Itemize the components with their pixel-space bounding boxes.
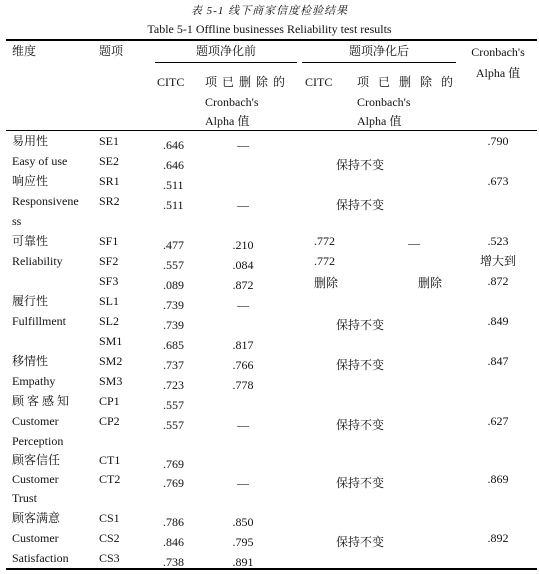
cell-alpha: .627	[487, 414, 509, 428]
cell-dim: Empathy	[12, 374, 56, 388]
cell-item: SF1	[99, 234, 119, 248]
cell-dim: 顾客满意	[12, 511, 61, 525]
table-caption-en: Table 5-1 Offline businesses Reliability test results	[147, 22, 392, 36]
cell-dim: Customer	[12, 472, 59, 486]
cell-del: —	[237, 476, 249, 490]
cell-del: .778	[232, 378, 254, 392]
cell-dim: 可靠性	[12, 234, 49, 248]
table-caption-zh: 表 5-1 线下商家信度检验结果	[190, 5, 349, 17]
cell-alpha: .790	[487, 134, 509, 148]
header-alpha-line1: Cronbach's	[471, 45, 525, 59]
cell-dim: Easy of use	[12, 154, 68, 168]
cell-del: .766	[232, 358, 254, 372]
subheader-rule-after	[302, 62, 456, 63]
cell-item: SM2	[99, 354, 123, 368]
cell-item: CS1	[99, 511, 120, 525]
cell-dim: 履行性	[12, 294, 49, 308]
cell-citc: .511	[163, 178, 184, 192]
cell-del: .872	[232, 278, 254, 292]
cell-citc: .739	[163, 318, 184, 332]
header-item: 题项	[99, 44, 124, 58]
cell-item: SE2	[99, 154, 120, 168]
cell-citc: .477	[163, 238, 184, 252]
cell-dim: ss	[12, 214, 22, 228]
cell-dim: 顾客信任	[12, 453, 61, 467]
cell-dim: Fulfillment	[12, 314, 66, 328]
header-citc-before: CITC	[157, 75, 185, 89]
cell-del: —	[237, 298, 249, 312]
cell-item: SF2	[99, 254, 119, 268]
cell-del: .210	[232, 238, 254, 252]
cell-del: —	[237, 418, 249, 432]
header-deleted-before-line3: Alpha 值	[205, 114, 250, 128]
cell-citc: .511	[163, 198, 184, 212]
cell-item: SL1	[99, 294, 120, 308]
header-alpha-line2: Alpha 值	[475, 66, 521, 80]
header-after: 题项净化后	[348, 44, 409, 58]
cell-dim: 响应性	[12, 174, 49, 188]
subheader-rule-before	[155, 62, 297, 63]
cell-alpha: .847	[487, 354, 509, 368]
cell-alpha: .523	[487, 234, 509, 248]
cell-dim: Perception	[12, 434, 64, 448]
cell-alpha: .849	[487, 314, 509, 328]
cell-del: .084	[232, 258, 254, 272]
cell-del: .817	[232, 338, 254, 352]
header-deleted-after-line1: 项已删除的	[357, 75, 463, 89]
cell-del2: —	[408, 236, 420, 250]
cell-alpha: .892	[487, 531, 509, 545]
cell-citc: .557	[163, 398, 184, 412]
cell-dim: 顾 客 感 知	[12, 394, 70, 408]
cell-item: CT2	[99, 472, 121, 486]
cell-del: .850	[232, 515, 254, 529]
cell-citc: .739	[163, 298, 184, 312]
header-dimension: 维度	[12, 44, 37, 58]
cell-item: CT1	[99, 453, 121, 467]
cell-dim: Customer	[12, 414, 59, 428]
cell-citc: .846	[163, 535, 184, 549]
header-deleted-after-line2: Cronbach's	[357, 95, 411, 109]
cell-dim: Responsivene	[12, 194, 79, 208]
cell-dim: 易用性	[12, 134, 49, 148]
cell-item: SM3	[99, 374, 123, 388]
cell-alpha: .872	[487, 274, 509, 288]
cell-citc: .089	[163, 278, 184, 292]
cell-del: .891	[232, 555, 254, 569]
cell-alpha: 增大到	[479, 254, 516, 268]
cell-after: 保持不变	[335, 358, 384, 372]
cell-del: —	[237, 138, 249, 152]
header-deleted-before-line2: Cronbach's	[205, 95, 259, 109]
cell-del2: 删除	[418, 276, 443, 290]
header-deleted-after-line3: Alpha 值	[357, 114, 402, 128]
cell-citc: .737	[163, 358, 184, 372]
cell-after: 保持不变	[335, 318, 384, 332]
cell-alpha: .673	[487, 174, 509, 188]
cell-after: 保持不变	[335, 535, 384, 549]
cell-alpha: .869	[487, 472, 509, 486]
cell-after: 保持不变	[335, 158, 384, 172]
cell-item: CS2	[99, 531, 120, 545]
cell-after: 保持不变	[335, 418, 384, 432]
cell-del: —	[237, 198, 249, 212]
cell-citc: .557	[163, 418, 184, 432]
top-rule	[6, 39, 537, 41]
cell-item: SE1	[99, 134, 120, 148]
cell-dim: 移情性	[12, 354, 49, 368]
cell-after: 保持不变	[335, 476, 384, 490]
cell-item: CS3	[99, 551, 120, 565]
header-bottom-rule	[6, 130, 537, 131]
cell-citc: .738	[163, 555, 184, 569]
cell-item: SF3	[99, 274, 119, 288]
cell-after: 保持不变	[335, 198, 384, 212]
cell-item: SR1	[99, 174, 120, 188]
cell-item: SR2	[99, 194, 120, 208]
cell-item: SM1	[99, 334, 123, 348]
cell-citc: .557	[163, 258, 184, 272]
cell-item: CP1	[99, 394, 120, 408]
cell-citc2: 删除	[314, 276, 339, 290]
cell-citc2: .772	[314, 254, 335, 268]
cell-citc: .786	[163, 515, 184, 529]
cell-citc: .646	[163, 158, 184, 172]
cell-citc: .646	[163, 138, 184, 152]
header-citc-after: CITC	[305, 75, 333, 89]
cell-citc: .685	[163, 338, 184, 352]
header-before: 题项净化前	[195, 44, 256, 58]
cell-dim: Satisfaction	[12, 551, 69, 565]
cell-citc: .723	[163, 378, 184, 392]
cell-citc: .769	[163, 476, 184, 490]
cell-dim: Customer	[12, 531, 59, 545]
cell-dim: Trust	[12, 491, 37, 505]
cell-citc: .769	[163, 457, 184, 471]
cell-dim: Reliability	[12, 254, 63, 268]
cell-citc2: .772	[314, 234, 335, 248]
header-deleted-before-line1: 项已删除的	[205, 75, 291, 89]
cell-item: CP2	[99, 414, 120, 428]
cell-item: SL2	[99, 314, 120, 328]
cell-del: .795	[232, 535, 254, 549]
